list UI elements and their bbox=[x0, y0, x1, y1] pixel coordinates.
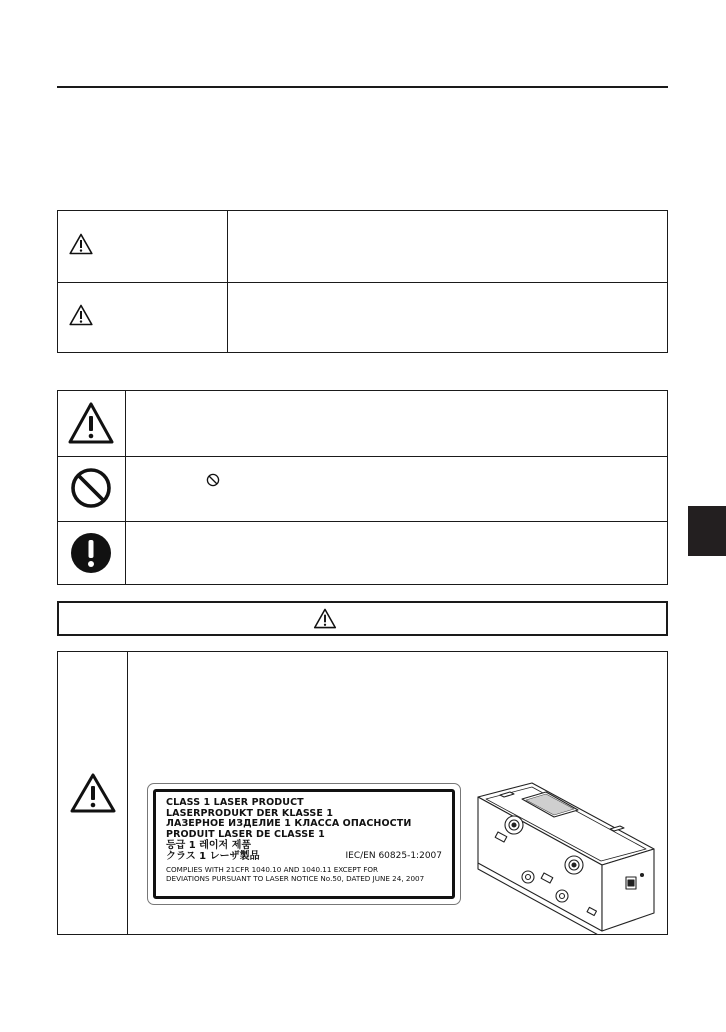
warning-triangle-icon bbox=[68, 401, 114, 445]
symbol-table bbox=[57, 390, 668, 585]
column-divider bbox=[127, 652, 128, 934]
label-line-en: CLASS 1 LASER PRODUCT bbox=[166, 797, 304, 808]
laser-label-frame bbox=[153, 789, 455, 899]
prohibition-inline-icon bbox=[206, 473, 220, 487]
warning-triangle-icon bbox=[70, 772, 116, 814]
laser-warning-box bbox=[57, 651, 668, 935]
label-line-fr: PRODUIT LASER DE CLASSE 1 bbox=[166, 828, 325, 840]
signal-word-table bbox=[57, 210, 668, 353]
label-compliance-1: COMPLIES WITH 21CFR 1040.10 AND 1040.11 EXCEPT FOR bbox=[166, 865, 379, 874]
device-illustration bbox=[470, 779, 660, 935]
warning-triangle-icon bbox=[313, 608, 337, 629]
label-compliance-2: DEVIATIONS PURSUANT TO LASER NOTICE No.50, DATED JUNE 24, 2007 bbox=[166, 874, 425, 883]
laser-product-label bbox=[147, 783, 461, 905]
prohibition-icon bbox=[68, 466, 114, 510]
label-line-jp: クラス 1 レーザ製品 bbox=[166, 851, 260, 862]
mandatory-action-icon bbox=[68, 531, 114, 575]
symbol-row-attention bbox=[58, 391, 667, 457]
signal-row-caution bbox=[58, 282, 667, 353]
warning-triangle-icon bbox=[69, 233, 93, 255]
header-rule bbox=[57, 86, 668, 88]
label-line-ko: 등급 1 레이저 제품 bbox=[166, 840, 252, 851]
warning-header-bar bbox=[57, 601, 668, 636]
symbol-row-mandatory bbox=[58, 521, 667, 586]
signal-row-warning bbox=[58, 211, 667, 283]
warning-triangle-icon bbox=[69, 304, 93, 326]
label-standard: IEC/EN 60825-1:2007 bbox=[345, 851, 442, 861]
label-line-ru: ЛАЗЕРНОЕ ИЗДЕЛИЕ 1 КЛАССА ОПАСНОСТИ bbox=[166, 818, 412, 829]
symbol-row-prohibited bbox=[58, 456, 667, 522]
section-tab-marker bbox=[688, 506, 726, 556]
label-line-jp-row bbox=[166, 851, 442, 862]
label-line-de: LASERPRODUKT DER KLASSE 1 bbox=[166, 807, 334, 819]
